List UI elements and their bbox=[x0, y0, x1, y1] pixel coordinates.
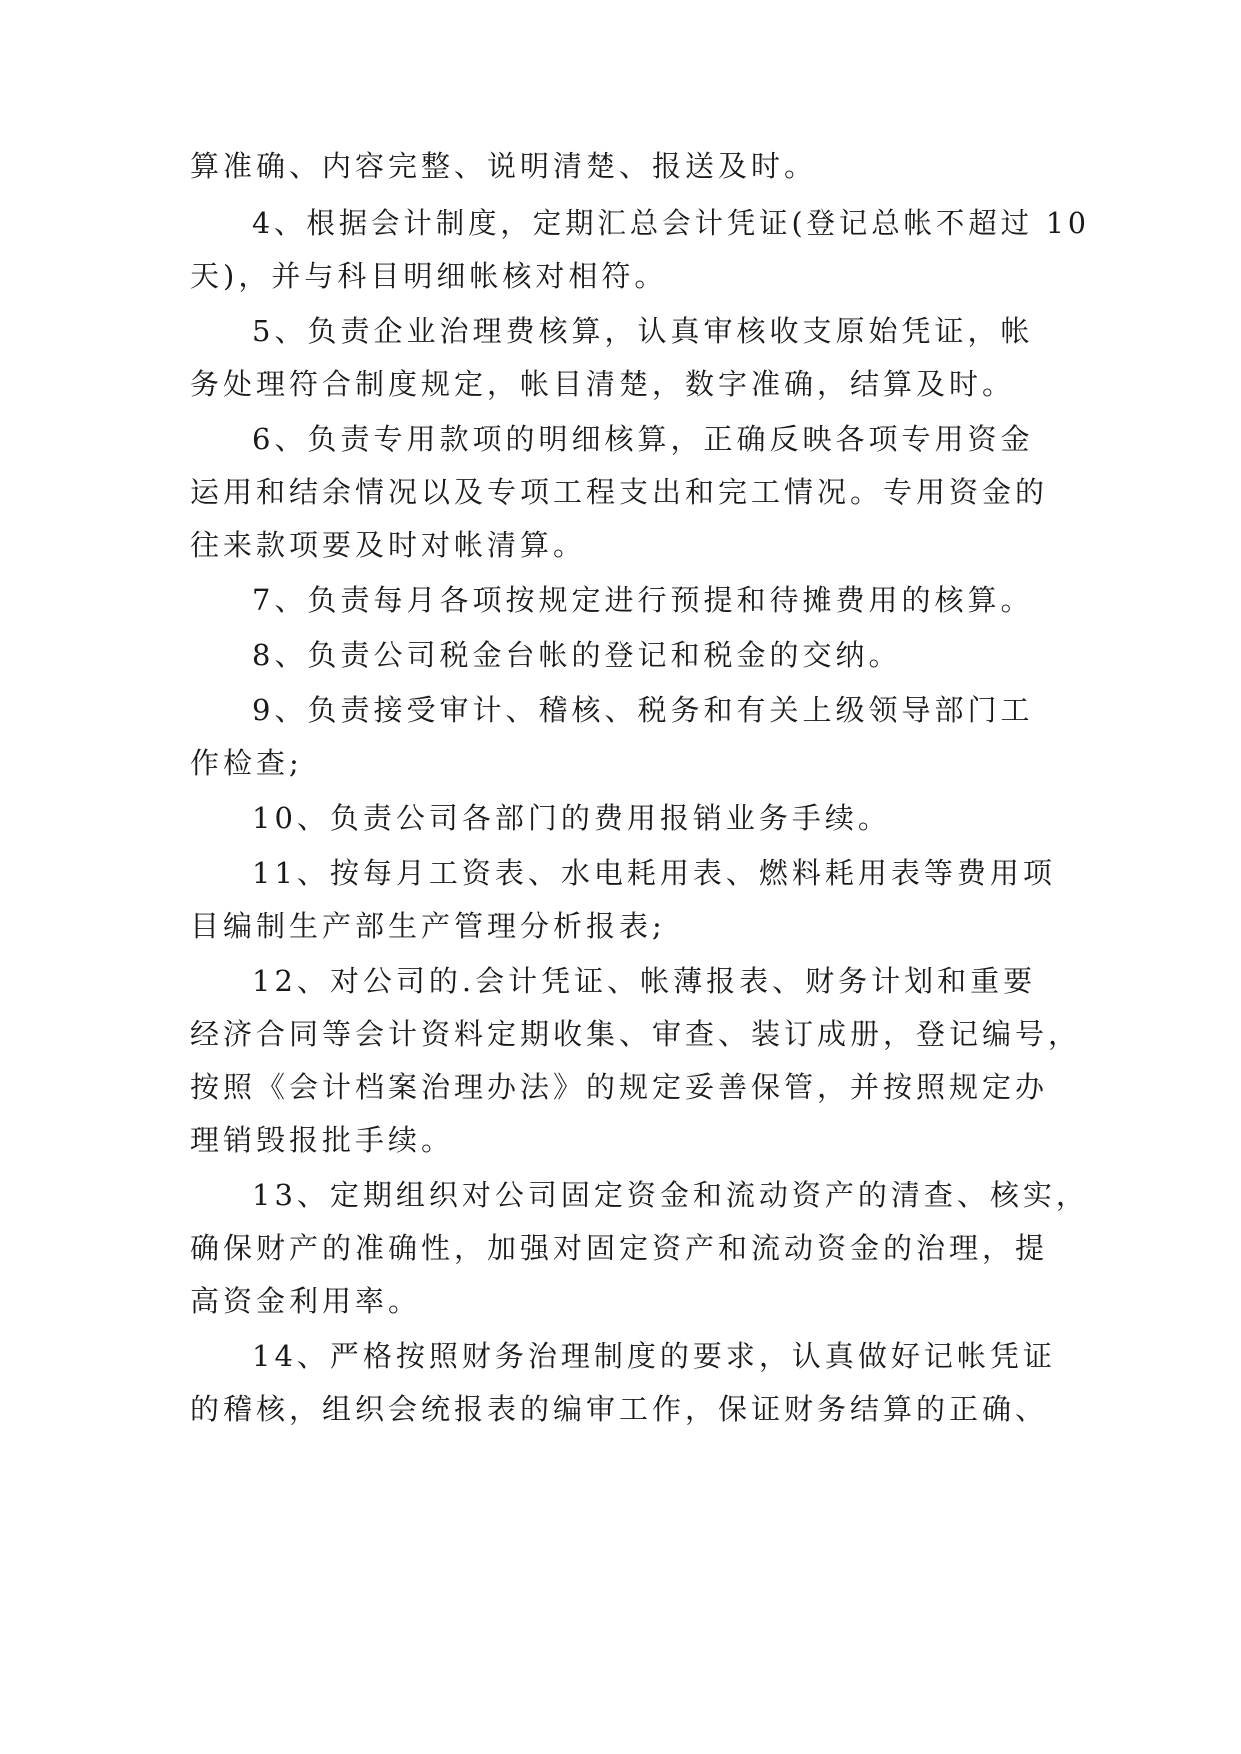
text-line: 天)，并与科目明细帐核对相符。 bbox=[190, 259, 668, 293]
paragraph-item-9: 9、负责接受审计、稽核、税务和有关上级领导部门工 bbox=[252, 693, 1034, 727]
paragraph-item-11: 11、按每月工资表、水电耗用表、燃料耗用表等费用项 bbox=[252, 856, 1056, 890]
text-line: 目编制生产部生产管理分析报表; bbox=[190, 909, 666, 943]
text-line: 经济合同等会计资料定期收集、审查、装订成册，登记编号， bbox=[190, 1017, 1082, 1051]
paragraph-item-4: 4、根据会计制度，定期汇总会计凭证(登记总帐不超过 10 bbox=[252, 206, 1090, 240]
text-line: 务处理符合制度规定，帐目清楚，数字准确，结算及时。 bbox=[190, 367, 1016, 401]
text-line: 高资金利用率。 bbox=[190, 1284, 422, 1318]
text-line: 算准确、内容完整、说明清楚、报送及时。 bbox=[190, 149, 818, 183]
text-line: 按照《会计档案治理办法》的规定妥善保管，并按照规定办 bbox=[190, 1070, 1049, 1104]
paragraph-item-13: 13、定期组织对公司固定资金和流动资产的清查、核实， bbox=[252, 1178, 1089, 1212]
text-line: 确保财产的准确性，加强对固定资产和流动资金的治理，提 bbox=[190, 1231, 1049, 1265]
paragraph-item-12: 12、对公司的.会计凭证、帐薄报表、财务计划和重要 bbox=[252, 964, 1037, 998]
text-line: 理销毁报批手续。 bbox=[190, 1123, 455, 1157]
text-line: 往来款项要及时对帐清算。 bbox=[190, 528, 587, 562]
paragraph-item-8: 8、负责公司税金台帐的登记和税金的交纳。 bbox=[252, 638, 902, 672]
text-line: 作检查; bbox=[190, 746, 303, 780]
paragraph-item-6: 6、负责专用款项的明细核算，正确反映各项专用资金 bbox=[252, 422, 1034, 456]
paragraph-item-14: 14、严格按照财务治理制度的要求，认真做好记帐凭证 bbox=[252, 1339, 1056, 1373]
paragraph-item-7: 7、负责每月各项按规定进行预提和待摊费用的核算。 bbox=[252, 583, 1034, 617]
paragraph-item-5: 5、负责企业治理费核算，认真审核收支原始凭证，帐 bbox=[252, 314, 1034, 348]
paragraph-item-10: 10、负责公司各部门的费用报销业务手续。 bbox=[252, 801, 891, 835]
text-line: 运用和结余情况以及专项工程支出和完工情况。专用资金的 bbox=[190, 475, 1049, 509]
text-line: 的稽核，组织会统报表的编审工作，保证财务结算的正确、 bbox=[190, 1392, 1049, 1426]
